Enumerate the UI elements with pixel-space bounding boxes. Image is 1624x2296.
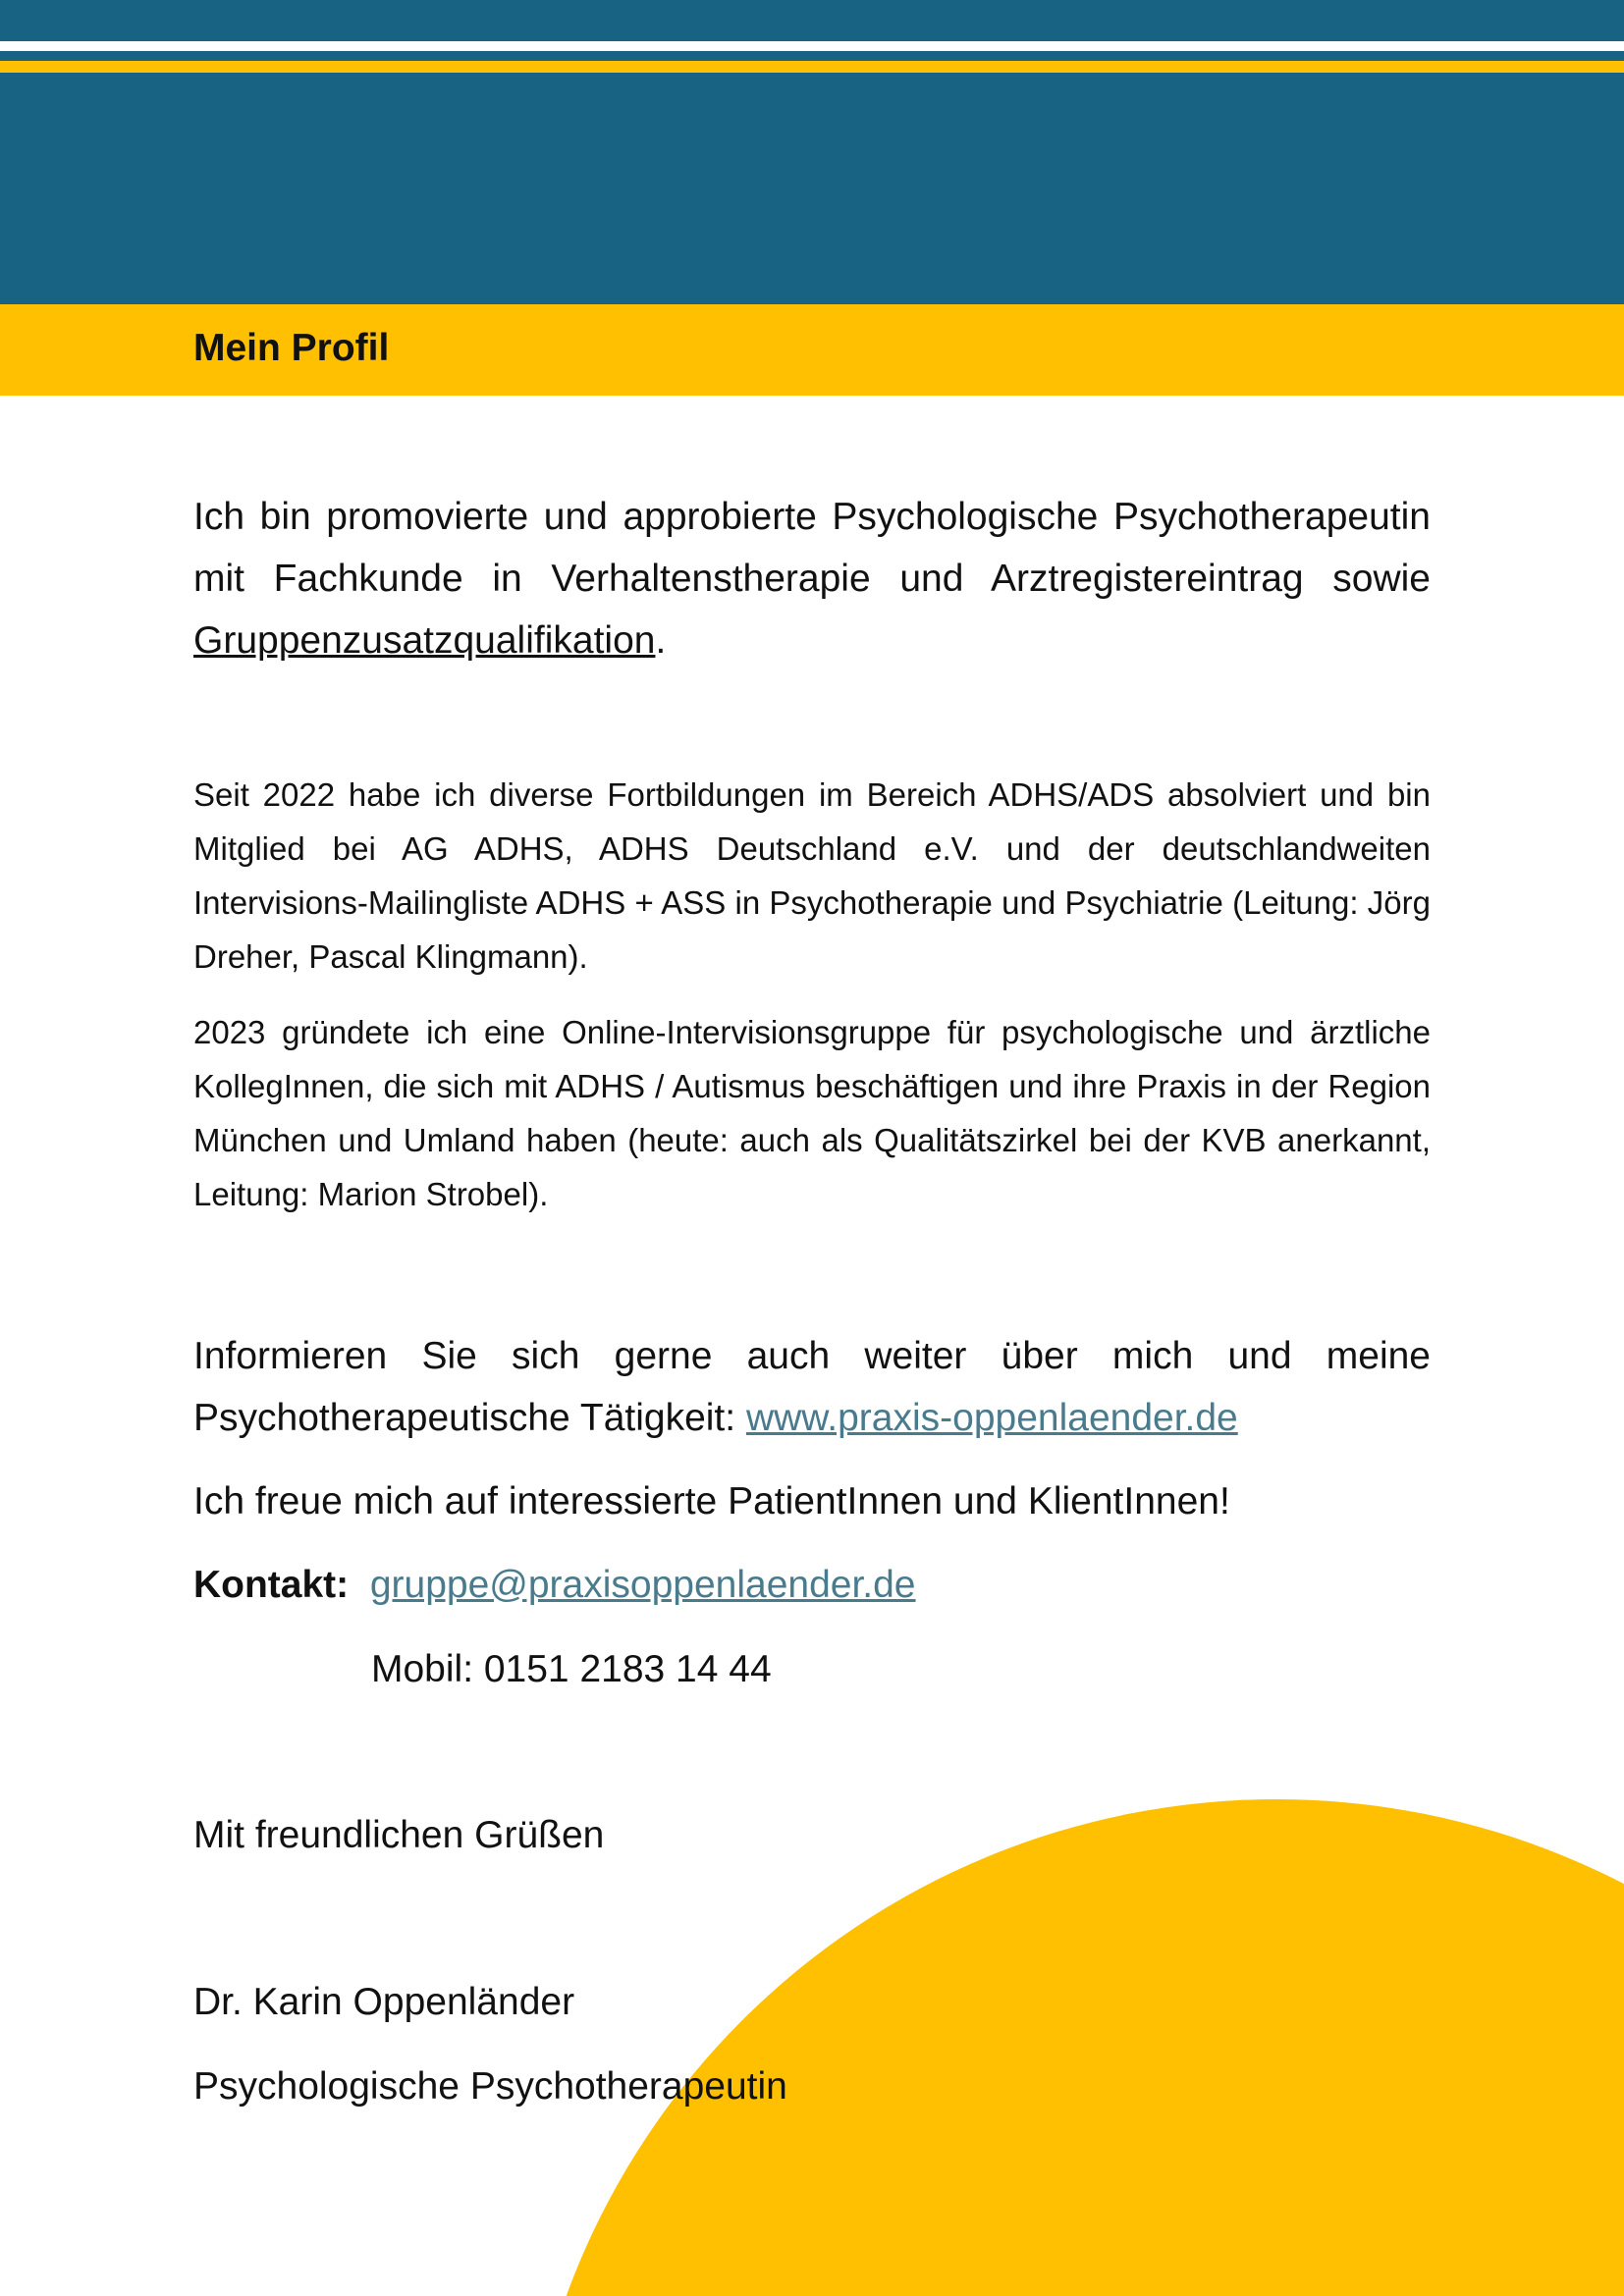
header-main-band bbox=[0, 73, 1624, 304]
info-text: Informieren Sie sich gerne auch weiter über mich und meine Psychotherapeutische Tätigkeit: bbox=[193, 1335, 1431, 1439]
info-paragraph bbox=[193, 1325, 1431, 1449]
intro-paragraph bbox=[193, 486, 1431, 671]
contact-label: Kontakt: bbox=[193, 1564, 350, 1606]
intervision-paragraph: 2023 gründete ich eine Online-Intervisionsgruppe für psychologische und ärztliche KollegInnen, die sich mit ADHS / Autismus beschäftigen und ihre Praxis in der Region München und Umland haben (heute: auch als Qualitätszirkel bei der KVB anerkannt, Leitung: Marion Strobel). bbox=[193, 1014, 1431, 1212]
mobile-line: Mobil: 0151 2183 14 44 bbox=[371, 1648, 772, 1690]
decorative-sun-circle bbox=[520, 1799, 1624, 2296]
welcome-line: Ich freue mich auf interessierte PatientInnen und KlientInnen! bbox=[193, 1480, 1230, 1522]
intro-period: . bbox=[655, 619, 667, 662]
email-link[interactable]: gruppe@praxisoppenlaender.de bbox=[369, 1564, 916, 1606]
greeting-line: Mit freundlichen Grüßen bbox=[193, 1814, 605, 1856]
header-white-stripe bbox=[0, 41, 1624, 51]
section-title: Mein Profil bbox=[193, 327, 390, 369]
qualification-underlined: Gruppenzusatzqualifikation bbox=[193, 619, 656, 662]
header-thin-blue-stripe bbox=[0, 51, 1624, 61]
signature-role: Psychologische Psychotherapeutin bbox=[193, 2065, 787, 2108]
website-link[interactable]: www.praxis-oppenlaender.de bbox=[745, 1397, 1238, 1439]
signature-name: Dr. Karin Oppenländer bbox=[193, 1981, 575, 2023]
header-gold-stripe bbox=[0, 61, 1624, 73]
header-top-band bbox=[0, 0, 1624, 41]
training-paragraph: Seit 2022 habe ich diverse Fortbildungen im Bereich ADHS/ADS absolviert und bin Mitglied bei AG ADHS, ADHS Deutschland e.V. und der deutschlandweiten Intervisions-Mailingliste ADHS + ASS in Psychotherapie und Psychiatrie (Leitung: Jörg Dreher, Pascal Klingmann). bbox=[193, 776, 1431, 975]
contact-line bbox=[193, 1554, 916, 1616]
intro-text: Ich bin promovierte und approbierte Psychologische Psychotherapeutin mit Fachkunde in Verhaltenstherapie und Arztregistereintrag sowie bbox=[193, 496, 1431, 600]
